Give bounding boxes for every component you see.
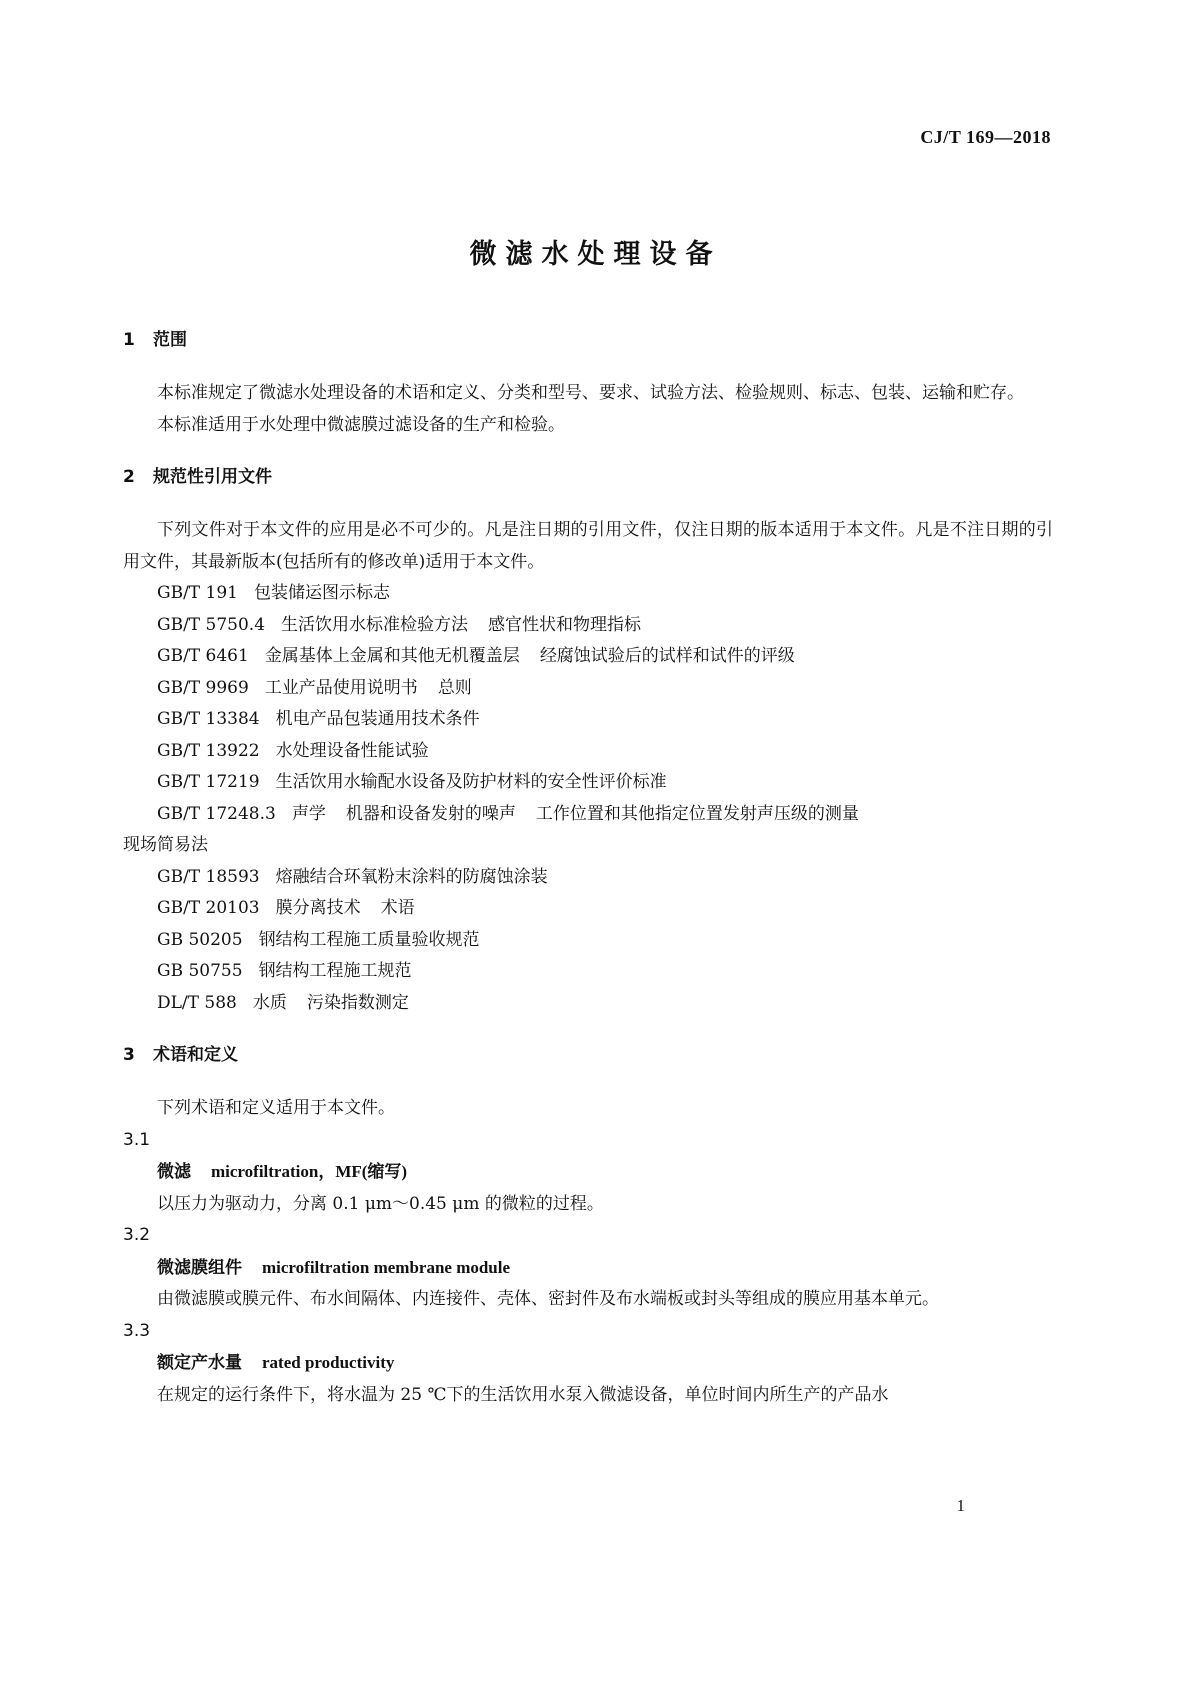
clause-number: 3.1 — [123, 1129, 151, 1150]
reference-part: 水处理设备性能试验 — [275, 740, 429, 761]
term-definition: 在规定的运行条件下，将水温为 25 ℃下的生活饮用水泵入微滤设备，单位时间内所生产的产品水 — [157, 1384, 889, 1405]
reference-part: 熔融结合环氧粉末涂料的防腐蚀涂装 — [275, 866, 548, 887]
reference-list — [123, 578, 1053, 799]
reference-item — [123, 641, 1053, 673]
reference-item — [123, 862, 1053, 894]
term-heading — [123, 1156, 1053, 1189]
clause-number: 3.3 — [123, 1320, 151, 1341]
reference-code: GB 50755 — [157, 961, 243, 981]
reference-part: 感官性状和物理指标 — [488, 614, 642, 635]
reference-part: 污染指数测定 — [306, 992, 409, 1013]
reference-code: GB 50205 — [157, 929, 243, 950]
reference-code: GB/T 17248.3 — [157, 803, 276, 824]
reference-part: 术语 — [380, 898, 415, 918]
reference-code: GB/T 13922 — [157, 740, 260, 761]
term-entry — [123, 1316, 1053, 1412]
reference-part: 声学 — [291, 803, 326, 824]
term-definition: 由微滤膜或膜元件、布水间隔体、内连接件、壳体、密封件及布水端板或封头等组成的膜应用基本单元。 — [157, 1289, 939, 1309]
reference-code: GB/T 5750.4 — [157, 614, 266, 635]
paragraph: 下列文件对于本文件的应用是必不可少的。凡是注日期的引用文件，仅注日期的版本适用于本文件。凡是不注日期的引用文件，其最新版本(包括所有的修改单)适用于本文件。 — [123, 520, 1053, 572]
reference-part: 水质 — [252, 992, 287, 1013]
term-heading — [123, 1347, 1053, 1380]
reference-part: 膜分离技术 — [275, 898, 361, 918]
reference-part: 工业产品使用说明书 — [264, 677, 418, 698]
term-zh: 微滤 — [157, 1162, 191, 1182]
section-heading-terms-definitions — [123, 1043, 1053, 1067]
reference-list — [123, 862, 1053, 1020]
reference-part: 金属基体上金属和其他无机覆盖层 — [264, 646, 520, 666]
section-number: 3 — [123, 1045, 135, 1065]
paragraph: 本标准规定了微滤水处理设备的术语和定义、分类和型号、要求、试验方法、检验规则、标志、包装、运输和贮存。 — [157, 383, 1024, 403]
reference-part: 机电产品包装通用技术条件 — [275, 709, 480, 729]
reference-item — [123, 767, 1053, 799]
reference-part: 工作位置和其他指定位置发射声压级的测量 — [535, 803, 859, 824]
paragraph: 下列术语和定义适用于本文件。 — [157, 1098, 395, 1118]
section-title: 术语和定义 — [153, 1045, 238, 1065]
term-entry — [123, 1125, 1053, 1221]
reference-part: 总则 — [437, 677, 472, 698]
term-heading — [123, 1252, 1053, 1285]
section-title: 范围 — [153, 330, 187, 350]
reference-code: GB/T 20103 — [157, 898, 260, 918]
document-body — [123, 328, 1053, 1411]
reference-code: GB/T 9969 — [157, 677, 249, 698]
reference-item — [123, 956, 1053, 988]
reference-part: 经腐蚀试验后的试样和试件的评级 — [539, 646, 795, 666]
reference-item — [123, 988, 1053, 1020]
reference-code: GB/T 18593 — [157, 866, 260, 887]
section-heading-scope — [123, 328, 1053, 352]
clause-number: 3.2 — [123, 1225, 151, 1245]
term-definition: 以压力为驱动力，分离 0.1 μm～0.45 μm 的微粒的过程。 — [157, 1193, 604, 1214]
reference-code: GB/T 6461 — [157, 646, 249, 666]
reference-item — [123, 610, 1053, 642]
section-heading-normative-references — [123, 465, 1053, 489]
reference-part: 生活饮用水输配水设备及防护材料的安全性评价标准 — [275, 772, 667, 792]
paragraph: 本标准适用于水处理中微滤膜过滤设备的生产和检验。 — [157, 414, 565, 435]
reference-item — [123, 799, 1053, 831]
reference-part: 生活饮用水标准检验方法 — [281, 614, 469, 635]
document-title: 微滤水处理设备 — [469, 239, 722, 270]
reference-item — [123, 704, 1053, 736]
reference-item — [123, 893, 1053, 925]
section-number: 1 — [123, 330, 135, 350]
reference-code: GB/T 13384 — [157, 709, 260, 729]
reference-item — [123, 925, 1053, 957]
reference-part: 包装储运图示标志 — [254, 583, 390, 603]
reference-code: GB/T 17219 — [157, 772, 260, 792]
term-entry — [123, 1220, 1053, 1316]
reference-part: 钢结构工程施工规范 — [258, 961, 412, 981]
reference-code: DL/T 588 — [157, 992, 237, 1013]
term-en: microfiltration membrane module — [262, 1257, 511, 1277]
section-title: 规范性引用文件 — [153, 467, 272, 487]
reference-part: 机器和设备发射的噪声 — [345, 803, 516, 824]
reference-continuation: 现场简易法 — [123, 835, 208, 855]
term-en: microfiltration，MF(缩写) — [211, 1162, 408, 1181]
reference-item — [123, 736, 1053, 768]
page-number: 1 — [956, 1496, 965, 1515]
reference-item — [123, 673, 1053, 705]
reference-part: 钢结构工程施工质量验收规范 — [258, 929, 480, 950]
reference-code: GB/T 191 — [157, 583, 238, 603]
section-number: 2 — [123, 467, 135, 487]
reference-item — [123, 578, 1053, 610]
term-en: rated productivity — [262, 1353, 395, 1372]
standard-code: CJ/T 169—2018 — [920, 127, 1051, 147]
term-zh: 微滤膜组件 — [157, 1257, 242, 1278]
term-zh: 额定产水量 — [157, 1353, 242, 1373]
